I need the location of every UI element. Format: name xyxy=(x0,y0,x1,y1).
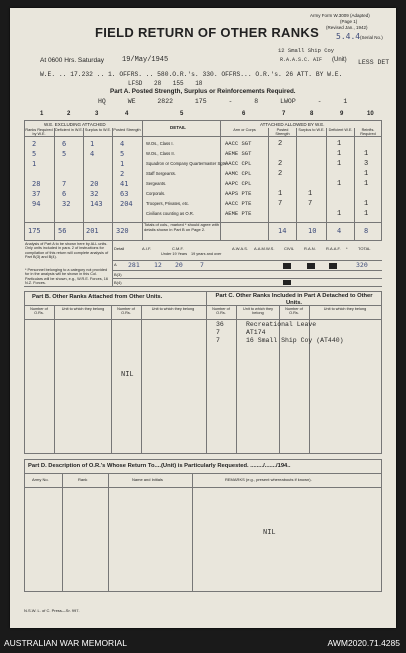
analysis-header: A.I.F. xyxy=(142,246,152,251)
column-number: 1 xyxy=(40,111,44,117)
total-right: 14 xyxy=(278,227,287,235)
detail-row-label: W.Os., Class II. xyxy=(146,151,175,156)
arm-corps: AAPS PTE xyxy=(225,190,252,197)
left-value: 1 xyxy=(32,160,37,168)
analysis-value: 320 xyxy=(356,261,368,269)
part-d-header: Rank xyxy=(78,477,88,482)
analysis-value: 20 xyxy=(175,261,183,269)
left-value: 28 xyxy=(32,180,41,188)
detail-row-label: Staff Sergeants. xyxy=(146,171,176,176)
analysis-value: 281 xyxy=(128,261,140,269)
left-header: Posted Strength xyxy=(113,128,141,132)
analysis-text: Analysis of Part A to be shown here by ALL units. Only units included in para. 2 of instructions for compilation of this return will complete analysis of Part B(3) and B(4). xyxy=(25,242,109,260)
part-a-title: Part A. Posted Strength, Surplus or Reinforcements Required. xyxy=(110,88,296,95)
column-number: 6 xyxy=(242,111,246,117)
left-value: 32 xyxy=(90,190,99,198)
redaction-3 xyxy=(329,263,337,269)
part-c-number: 7 xyxy=(216,337,220,344)
total-left: 56 xyxy=(58,227,67,235)
left-value: 63 xyxy=(120,190,129,198)
cmf-sub-1: Under 19 Years xyxy=(161,252,188,256)
analysis-header: * xyxy=(346,246,348,251)
unit-label: (Unit) xyxy=(332,57,347,63)
arm-corps: AACC PTE xyxy=(225,200,252,207)
analysis-value: 7 xyxy=(200,261,204,269)
return-date: 19/May/1945 xyxy=(122,56,169,64)
part-b-header: Unit to which they belong xyxy=(151,307,195,311)
total-right: 4 xyxy=(337,227,342,235)
analysis-row-label: B(4) xyxy=(114,280,122,285)
right-header: Arm or Corps xyxy=(233,128,256,132)
column-number: 5 xyxy=(180,111,184,117)
right-value: 7 xyxy=(308,200,313,208)
left-value: 7 xyxy=(62,180,67,188)
part-c-unit: AT174 xyxy=(246,329,266,336)
we-line: W.E. .. 17.232 .. 1. OFFRS. .. 580.O.R.'s. 330. OFFRS... O.R.'s. 26 ATT. BY W.E. xyxy=(40,71,343,78)
left-value: 204 xyxy=(120,200,133,208)
analysis-header: Detail xyxy=(114,246,125,251)
total-right: 10 xyxy=(308,227,317,235)
part-c-unit: Recreational Leave xyxy=(246,321,317,328)
archive-footer xyxy=(0,633,406,653)
right-value: 1 xyxy=(337,210,342,218)
right-header: Posted Strength xyxy=(275,128,290,136)
left-value: 1 xyxy=(90,140,95,148)
left-header: Ranks Required by W.E. xyxy=(25,128,53,136)
printer-line: N.S.W. L. of C. Press—Sr. 997. xyxy=(24,608,80,613)
part-c-header: Number of O.Rs. xyxy=(285,307,303,315)
analysis-header: A.W.A.S. xyxy=(232,246,249,251)
left-value: 5 xyxy=(120,150,125,158)
column-number: 9 xyxy=(340,111,344,117)
right-value: 1 xyxy=(364,200,369,208)
total-left: 175 xyxy=(28,227,41,235)
detail-row-label: Corporals. xyxy=(146,191,166,196)
part-c-number: 7 xyxy=(216,329,220,336)
arm-corps: AAPC CPL xyxy=(225,180,252,187)
part-d-header: Army No. xyxy=(32,477,49,482)
right-value: 1 xyxy=(364,150,369,158)
group-left-header: W.E. EXCLUDING ATTACHED xyxy=(44,122,106,127)
group-right-header: ATTACHED ALLOWED BY W.E. xyxy=(260,122,325,127)
arm-corps: AACC CPL xyxy=(225,160,252,167)
column-number: 10 xyxy=(367,111,374,117)
part-d-title: Part D. Description of O.R.'s Whose Return To....(Unit) is Particularly Requested. ......../......./194.. xyxy=(28,463,291,469)
part-b-nil: NIL xyxy=(121,371,134,379)
right-value: 3 xyxy=(364,160,369,168)
left-value: 20 xyxy=(90,180,99,188)
form-title: FIELD RETURN OF OTHER RANKS xyxy=(95,25,320,40)
part-b-title: Part B. Other Ranks Attached from Other Units. xyxy=(32,294,163,300)
right-value: 1 xyxy=(337,160,342,168)
arm-corps: AAMC CPL xyxy=(225,170,252,177)
analysis-header: TOTAL xyxy=(358,246,371,251)
right-value: 7 xyxy=(278,200,283,208)
redaction-1 xyxy=(283,263,291,269)
right-value: 2 xyxy=(278,170,283,178)
right-value: 1 xyxy=(308,190,313,198)
form-ref-1: Army Form W.3009 (Adapted) xyxy=(310,13,370,18)
analysis-header: R.A.N. xyxy=(304,246,316,251)
analysis-header: C.M.F. xyxy=(172,246,184,251)
form-sheet xyxy=(10,8,396,628)
part-b-header: Number of O.Rs. xyxy=(30,307,48,315)
archive-id: AWM2020.71.4285 xyxy=(327,638,400,648)
right-value: 1 xyxy=(364,210,369,218)
detail-row-label: W.Os., Class I. xyxy=(146,141,174,146)
archive-name: AUSTRALIAN WAR MEMORIAL xyxy=(4,638,127,648)
at-line: At 0600 Hrs. Saturday xyxy=(40,57,104,64)
part-d-header: Name and Initials xyxy=(132,477,163,482)
right-value: 2 xyxy=(278,140,283,148)
hq-line: HQ WE 2822 175 - 8 LWOP - 1 xyxy=(98,98,348,105)
left-value: 37 xyxy=(32,190,41,198)
column-number: 4 xyxy=(125,111,129,117)
detail-row-label: Sergeants. xyxy=(146,181,167,186)
column-number: 7 xyxy=(282,111,286,117)
left-header: Surplus to W.E. xyxy=(84,128,112,132)
part-c-unit: 16 Small Ship Coy (AT440) xyxy=(246,337,344,344)
part-d-header: REMARKS (e.g., present whereabouts if known). xyxy=(225,477,312,482)
less-det: LESS DET xyxy=(358,59,390,66)
analysis-value: 12 xyxy=(154,261,162,269)
part-b-header: Unit to which they belong xyxy=(61,307,105,311)
right-value: 2 xyxy=(278,160,283,168)
analysis-row-label: B(3) xyxy=(114,272,122,277)
analysis-header: CIVIL xyxy=(284,246,295,251)
left-value: 32 xyxy=(62,200,71,208)
total-left: 320 xyxy=(116,227,129,235)
analysis-row-label: A xyxy=(114,262,117,267)
column-number: 3 xyxy=(95,111,99,117)
part-c-header: Unit to which they belong xyxy=(243,307,273,315)
left-value: 94 xyxy=(32,200,41,208)
total-left: 201 xyxy=(86,227,99,235)
right-header: Surplus to W.E. xyxy=(298,128,325,132)
form-ref-2: (Page 1) xyxy=(340,19,358,24)
arm-corps: AEME SGT xyxy=(225,150,252,157)
group-detail-header: DETAIL xyxy=(170,125,186,130)
part-c-header: Unit to which they belong xyxy=(323,307,367,311)
right-value: 1 xyxy=(364,180,369,188)
analysis-header: A.A.M.W.S. xyxy=(254,246,275,251)
part-b-header: Number of O.Rs. xyxy=(117,307,135,315)
redaction-4 xyxy=(283,280,291,285)
column-number: 2 xyxy=(67,111,71,117)
form-ref-4: (Serial No.) xyxy=(360,35,383,40)
left-value: 4 xyxy=(90,150,95,158)
serial-number: 5.4.4 xyxy=(336,32,361,41)
arm-corps: AEME PTE xyxy=(225,210,252,217)
lfsd-line: LFSD 28 155 18 xyxy=(128,80,203,87)
left-value: 4 xyxy=(120,140,125,148)
part-c-title: Part C. Other Ranks Included in Part A Detached to Other Units. xyxy=(215,293,373,306)
right-value: 1 xyxy=(337,180,342,188)
part-c-header: Number of O.Rs. xyxy=(212,307,230,315)
left-value: 2 xyxy=(120,170,125,178)
detail-row-label: Civilians counting as O.R. xyxy=(146,211,194,216)
cmf-sub-2: 19 years and over xyxy=(191,252,222,256)
right-header: Deficient W.E. xyxy=(328,128,353,132)
unit-sub: R.A.A.S.C. AIF xyxy=(280,57,323,63)
left-value: 143 xyxy=(90,200,103,208)
left-value: 5 xyxy=(32,150,37,158)
form-ref-3: (Revised Jan., 1942) xyxy=(326,25,368,30)
arm-corps: AACC SGT xyxy=(225,140,252,147)
part-c-number: 36 xyxy=(216,321,224,328)
right-value: 1 xyxy=(278,190,283,198)
total-right: 8 xyxy=(364,227,369,235)
right-value: 1 xyxy=(337,140,342,148)
left-value: 6 xyxy=(62,140,67,148)
right-header: Reinfts. Required xyxy=(360,128,376,136)
right-value: 1 xyxy=(337,150,342,158)
left-value: 6 xyxy=(62,190,67,198)
analysis-header: R.A.A.F. xyxy=(326,246,341,251)
redaction-2 xyxy=(307,263,315,269)
unit-name: 12 Small Ship Coy xyxy=(278,47,335,54)
left-value: 41 xyxy=(120,180,129,188)
column-number: 8 xyxy=(310,111,314,117)
detail-row-label: Troopers, Privates, etc. xyxy=(146,201,190,206)
right-value: 1 xyxy=(364,170,369,178)
left-value: 1 xyxy=(120,160,125,168)
left-header: Deficient in W.E. xyxy=(55,128,83,132)
part-d-nil: NIL xyxy=(263,529,276,537)
left-value: 5 xyxy=(62,150,67,158)
personnel-note: * Personnel belonging to a category not provided for in the analysis will be shown in this Col. Particulars will be shown, e.g., W.R.E. Forces, 16 N.Z. Forces. xyxy=(25,268,108,286)
detail-row-label: Squadron or Company Quartermaster Sgts. xyxy=(146,161,227,166)
totals-label: Totals of cols., marked * should agree with details shown in Part B on Page 2. xyxy=(144,222,219,232)
left-value: 2 xyxy=(32,140,37,148)
